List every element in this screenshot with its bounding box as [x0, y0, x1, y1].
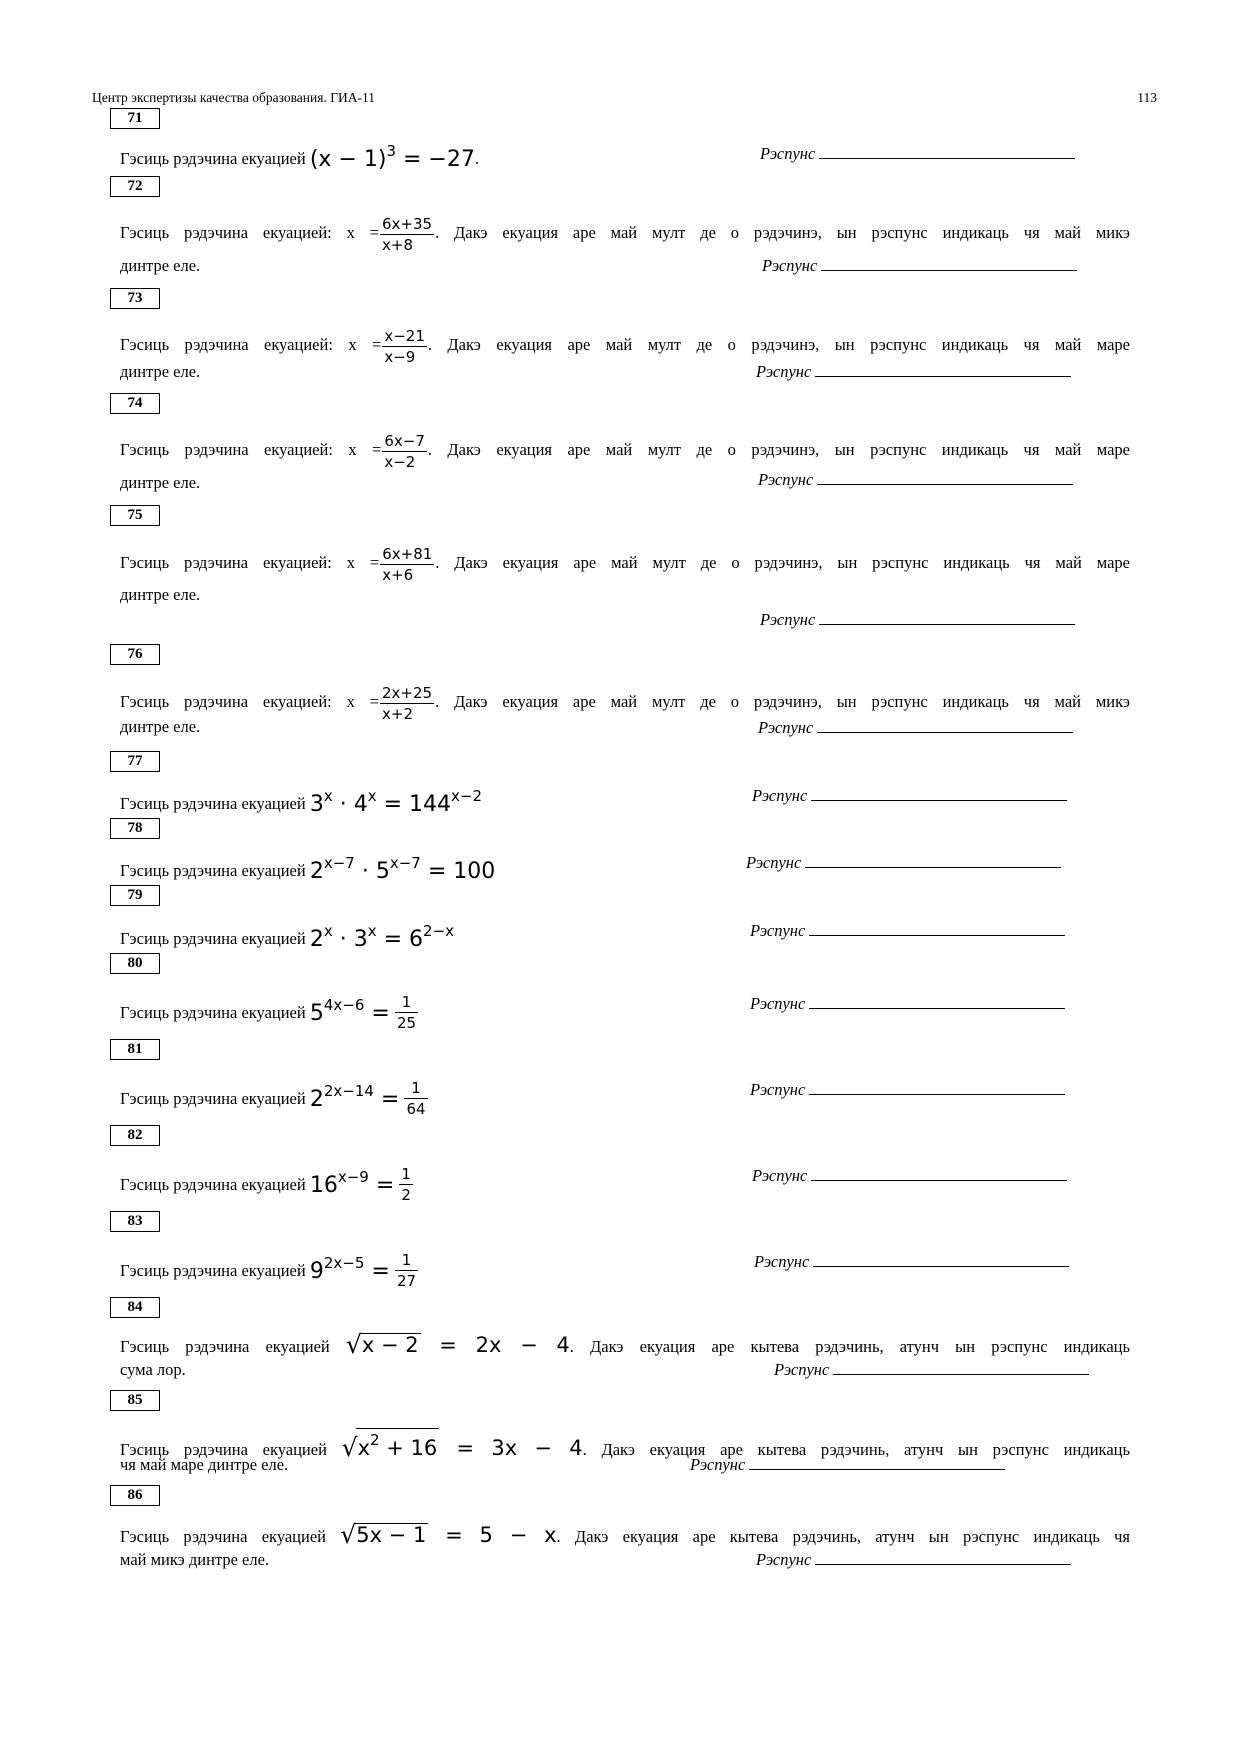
answer-blank[interactable]: [819, 610, 1075, 625]
problem-statement: Гэсиць рэдэчина екуацией: x = $\frac{6x+35}{x+8}$ . Дакэ екуация аре май мулт де о рэдэчинэ, ын рэспунс индикаць чя май микэ: [120, 215, 1130, 254]
answer-field[interactable]: Рэспунс: [774, 1360, 1089, 1380]
problem-statement: Гэсиць рэдэчина екуацией: x = $\frac{x-21}{x-9}$ . Дакэ екуация аре май мулт де о рэдэчинэ, ын рэспунс индикаць чя май маре: [120, 327, 1131, 366]
answer-field[interactable]: Рэспунс: [760, 144, 1075, 164]
answer-blank[interactable]: [815, 1550, 1071, 1565]
page-header-title: Центр экспертизы качества образования. ГИА-11: [92, 90, 375, 105]
answer-field[interactable]: Рэспунс: [752, 1166, 1067, 1186]
answer-blank[interactable]: [819, 144, 1075, 159]
problem-number: 76: [110, 644, 160, 665]
answer-field[interactable]: Рэспунс: [756, 362, 1071, 382]
page-number: 113: [1137, 90, 1157, 105]
problem-number: 81: [110, 1039, 160, 1060]
answer-blank[interactable]: [809, 994, 1065, 1009]
answer-blank[interactable]: [805, 853, 1061, 868]
fraction: $\frac{6x+35}{x+8}$: [382, 215, 433, 254]
answer-field[interactable]: Рэспунс: [750, 1080, 1065, 1100]
problem-text-cont: динтре еле.: [120, 362, 201, 381]
problem-number: 80: [110, 953, 160, 974]
answer-field[interactable]: Рэспунс: [690, 1455, 1005, 1475]
problem-text-cont: май микэ динтре еле.: [120, 1550, 270, 1569]
answer-blank[interactable]: [809, 1080, 1065, 1095]
fraction: $\frac{1}{64}$: [406, 1079, 426, 1118]
problem-text: Гэсиць рэдэчина екуацией: [120, 149, 306, 168]
problem-number: 79: [110, 885, 160, 906]
answer-blank[interactable]: [809, 921, 1065, 936]
fraction: $\frac{6x+81}{x+6}$: [382, 545, 433, 584]
equation: $(x - 1)^3 = -27$: [309, 142, 475, 172]
equation: $√x^2 + 16 = 3x - 4$: [342, 1436, 583, 1460]
answer-blank[interactable]: [817, 718, 1073, 733]
problem-number: 85: [110, 1390, 160, 1411]
fraction: $\frac{1}{27}$: [396, 1251, 417, 1290]
problem-statement: Гэсиць рэдэчина екуацией √5x − 1 = 5 − x. Дакэ екуация аре кытева рэдэчинь, атунч ын рэспунс индикаць чя: [120, 1520, 1130, 1549]
problem-number: 77: [110, 751, 160, 772]
problem-statement: Гэсиць рэдэчина екуацией $5^{4x-6}$ = $\frac{1}{25}$: [120, 993, 417, 1032]
answer-field[interactable]: Рэспунс: [756, 1550, 1071, 1570]
answer-field[interactable]: Рэспунс: [754, 1252, 1069, 1272]
answer-field[interactable]: Рэспунс: [762, 256, 1077, 276]
equation: √x − 2 = 2x − 4: [345, 1330, 570, 1359]
equation: $2^{x-7} \cdot 5^{x-7} = 100$: [309, 854, 496, 884]
answer-field[interactable]: Рэспунс: [746, 853, 1061, 873]
problem-statement: Гэсиць рэдэчина екуацией √x − 2 = 2x − 4. Дакэ екуация аре кытева рэдэчинь, атунч ын рэспунс индикаць: [120, 1330, 1131, 1359]
fraction: $\frac{6x-7}{x-2}$: [384, 432, 425, 471]
problem-text-cont: динтре еле.: [120, 717, 201, 736]
answer-blank[interactable]: [833, 1360, 1089, 1375]
answer-blank[interactable]: [821, 256, 1077, 271]
answer-field[interactable]: Рэспунс: [750, 994, 1065, 1014]
problem-statement: Гэсиць рэдэчина екуацией: x = $\frac{6x+81}{x+6}$ . Дакэ екуация аре май мулт де о рэдэчинэ, ын рэспунс индикаць чя май маре: [120, 545, 1130, 584]
answer-blank[interactable]: [817, 470, 1073, 485]
problem-text-cont: сума лор.: [120, 1360, 186, 1379]
problem-statement: Гэсиць рэдэчина екуацией: x = $\frac{6x-7}{x-2}$ . Дакэ екуация аре май мулт де о рэдэчинэ, ын рэспунс индикаць чя май маре: [120, 432, 1131, 471]
equation: $2^{2x-14}$ =: [309, 1082, 400, 1112]
answer-field[interactable]: Рэспунс: [750, 921, 1065, 941]
answer-field[interactable]: Рэспунс: [752, 786, 1067, 806]
answer-field[interactable]: Рэспунс: [760, 610, 1075, 630]
problem-number: 74: [110, 393, 160, 414]
answer-field[interactable]: Рэспунс: [758, 470, 1073, 490]
problem-statement: Гэсиць рэдэчина екуацией $3^x \cdot 4^x = 144^{x-2}$: [120, 787, 483, 817]
problem-statement: Гэсиць рэдэчина екуацией $(x - 1)^3 = -27$.: [120, 142, 479, 172]
problem-number: 83: [110, 1211, 160, 1232]
problem-statement: Гэсиць рэдэчина екуацией: x = $\frac{2x+25}{x+2}$ . Дакэ екуация аре май мулт де о рэдэчинэ, ын рэспунс индикаць чя май микэ: [120, 684, 1130, 723]
equation: $2^x \cdot 3^x = 6^{2-x}$: [309, 922, 455, 952]
problem-number: 73: [110, 288, 160, 309]
answer-blank[interactable]: [811, 1166, 1067, 1181]
problem-text-cont: динтре еле.: [120, 473, 201, 492]
problem-statement: Гэсиць рэдэчина екуацией $2^x \cdot 3^x = 6^{2-x}$: [120, 922, 455, 952]
problem-statement: Гэсиць рэдэчина екуацией $16^{x-9}$ = $\frac{1}{2}$: [120, 1165, 411, 1204]
equation: $9^{2x-5}$ =: [309, 1254, 390, 1284]
fraction: $\frac{1}{2}$: [401, 1165, 411, 1204]
problem-statement: Гэсиць рэдэчина екуацией $2^{x-7} \cdot 5^{x-7} = 100$: [120, 854, 496, 884]
problem-text-cont: динтре еле.: [120, 585, 201, 604]
problem-number: 86: [110, 1485, 160, 1506]
problem-statement: Гэсиць рэдэчина екуацией $√x^2 + 16 = 3x - 4$. Дакэ екуация аре кытева рэдэчинь, атунч ын рэспунс индикаць: [120, 1428, 1130, 1461]
fraction: $\frac{1}{25}$: [396, 993, 417, 1032]
problem-number: 75: [110, 505, 160, 526]
problem-number: 72: [110, 176, 160, 197]
answer-blank[interactable]: [811, 786, 1067, 801]
fraction: $\frac{x-21}{x-9}$: [384, 327, 425, 366]
equation: √5x − 1 = 5 − x: [340, 1520, 557, 1549]
equation: $3^x \cdot 4^x = 144^{x-2}$: [309, 787, 483, 817]
problem-statement: Гэсиць рэдэчина екуацией $2^{2x-14}$ = $\frac{1}{64}$: [120, 1079, 426, 1118]
answer-field[interactable]: Рэспунс: [758, 718, 1073, 738]
problem-text-cont: динтре еле.: [120, 256, 201, 275]
problem-number: 71: [110, 108, 160, 129]
answer-blank[interactable]: [815, 362, 1071, 377]
problem-text-cont: чя май маре динтре еле.: [120, 1455, 289, 1474]
equation: $5^{4x-6}$ =: [309, 996, 390, 1026]
problem-statement: Гэсиць рэдэчина екуацией $9^{2x-5}$ = $\frac{1}{27}$: [120, 1251, 417, 1290]
equation: $16^{x-9}$ =: [309, 1168, 395, 1198]
answer-blank[interactable]: [749, 1455, 1005, 1470]
answer-blank[interactable]: [813, 1252, 1069, 1267]
problem-number: 82: [110, 1125, 160, 1146]
fraction: $\frac{2x+25}{x+2}$: [382, 684, 433, 723]
problem-number: 78: [110, 818, 160, 839]
problem-number: 84: [110, 1297, 160, 1318]
